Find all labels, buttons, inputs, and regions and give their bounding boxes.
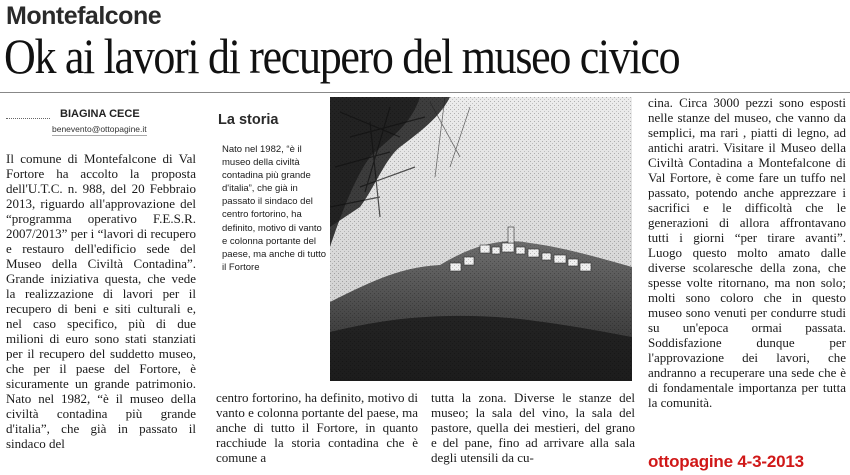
article-column-3	[431, 390, 635, 465]
sidebar-title: La storia	[218, 112, 279, 128]
header-divider	[0, 92, 850, 93]
article-paragraph: centro fortorino, ha definito, motivo di vanto e colonna portante del paese, ma anche di tutto il Fortore, in quanto racchiude la storia contadina che è comune a	[216, 390, 418, 465]
page-title: Ok ai lavori di recupero del museo civico	[4, 28, 680, 84]
article-paragraph: cina. Circa 3000 pezzi sono esposti nelle stanze del museo, che vanno da semplici, ma rari , piatti di legno, ad antichi aratri. Visitare il Museo della Civiltà Contadina a Montefalcone di Val Fortore, è come fare un tuffo nel passato, potendo anche apprezzare i sacrifici e le difficoltà che le generazioni di allora affrontavano tutti i giorni “per tirare avanti”. Luogo questo molto amato dalle diverse scolaresche della zona, che spesse volte ritornano, ma non solo; molti sono coloro che in questo museo sono venuti per condurre studi su un'epoca ormai passata. Soddisfazione dunque per l'approvazione dei lavori, che andranno a recuperare una sede che è di fondamentale importanza per tutta la comunità.	[648, 95, 846, 410]
source-date-label: ottopagine 4-3-2013	[648, 452, 804, 471]
article-column-4	[648, 95, 846, 410]
article-paragraph: Il comune di Montefalcone di Val Fortore ha accolto la proposta dell'U.T.C. n. 988, del 20 Febbraio 2013, riguardo all'approvazione del “programma operativo F.E.S.R. 2007/2013” per i “lavori di recupero e restauro dell'edificio sede del Museo della Civiltà Contadina”. Grande iniziativa questa, che vede la realizzazione di lavori per il recupero di beni e siti culturali e, nel caso specifico, più di due milioni di euro sono stati stanziati per il recupero del suddetto museo, che per il paese del Fortore, è sicuramente un grande patrimonio. Nato nel 1982, “è il museo della civiltà contadina più grande d'italia”, che già in passato il sindaco del	[6, 151, 196, 451]
author-byline: BIAGINA CECE	[60, 108, 140, 120]
article-column-2	[216, 390, 418, 465]
sidebar-text: Nato nel 1982, “è il museo della civiltà contadina più grande d'italia”, che già in passato il sindaco del centro fortorino, ha definito, motivo di vanto e colonna portante del paese, ma anche di tutto il Fortore	[222, 144, 327, 273]
article-column-1	[6, 151, 196, 451]
section-kicker: Montefalcone	[6, 2, 162, 30]
article-paragraph: tutta la zona. Diverse le stanze del museo; la sala del vino, la sala del pastore, quella dei mestieri, del grano e del pane, fino ad arrivare alla sala degli utensili da cu-	[431, 390, 635, 465]
author-email: benevento@ottopagine.it	[52, 124, 147, 134]
byline-divider	[6, 118, 50, 119]
hilltop-town-photo	[330, 97, 632, 381]
